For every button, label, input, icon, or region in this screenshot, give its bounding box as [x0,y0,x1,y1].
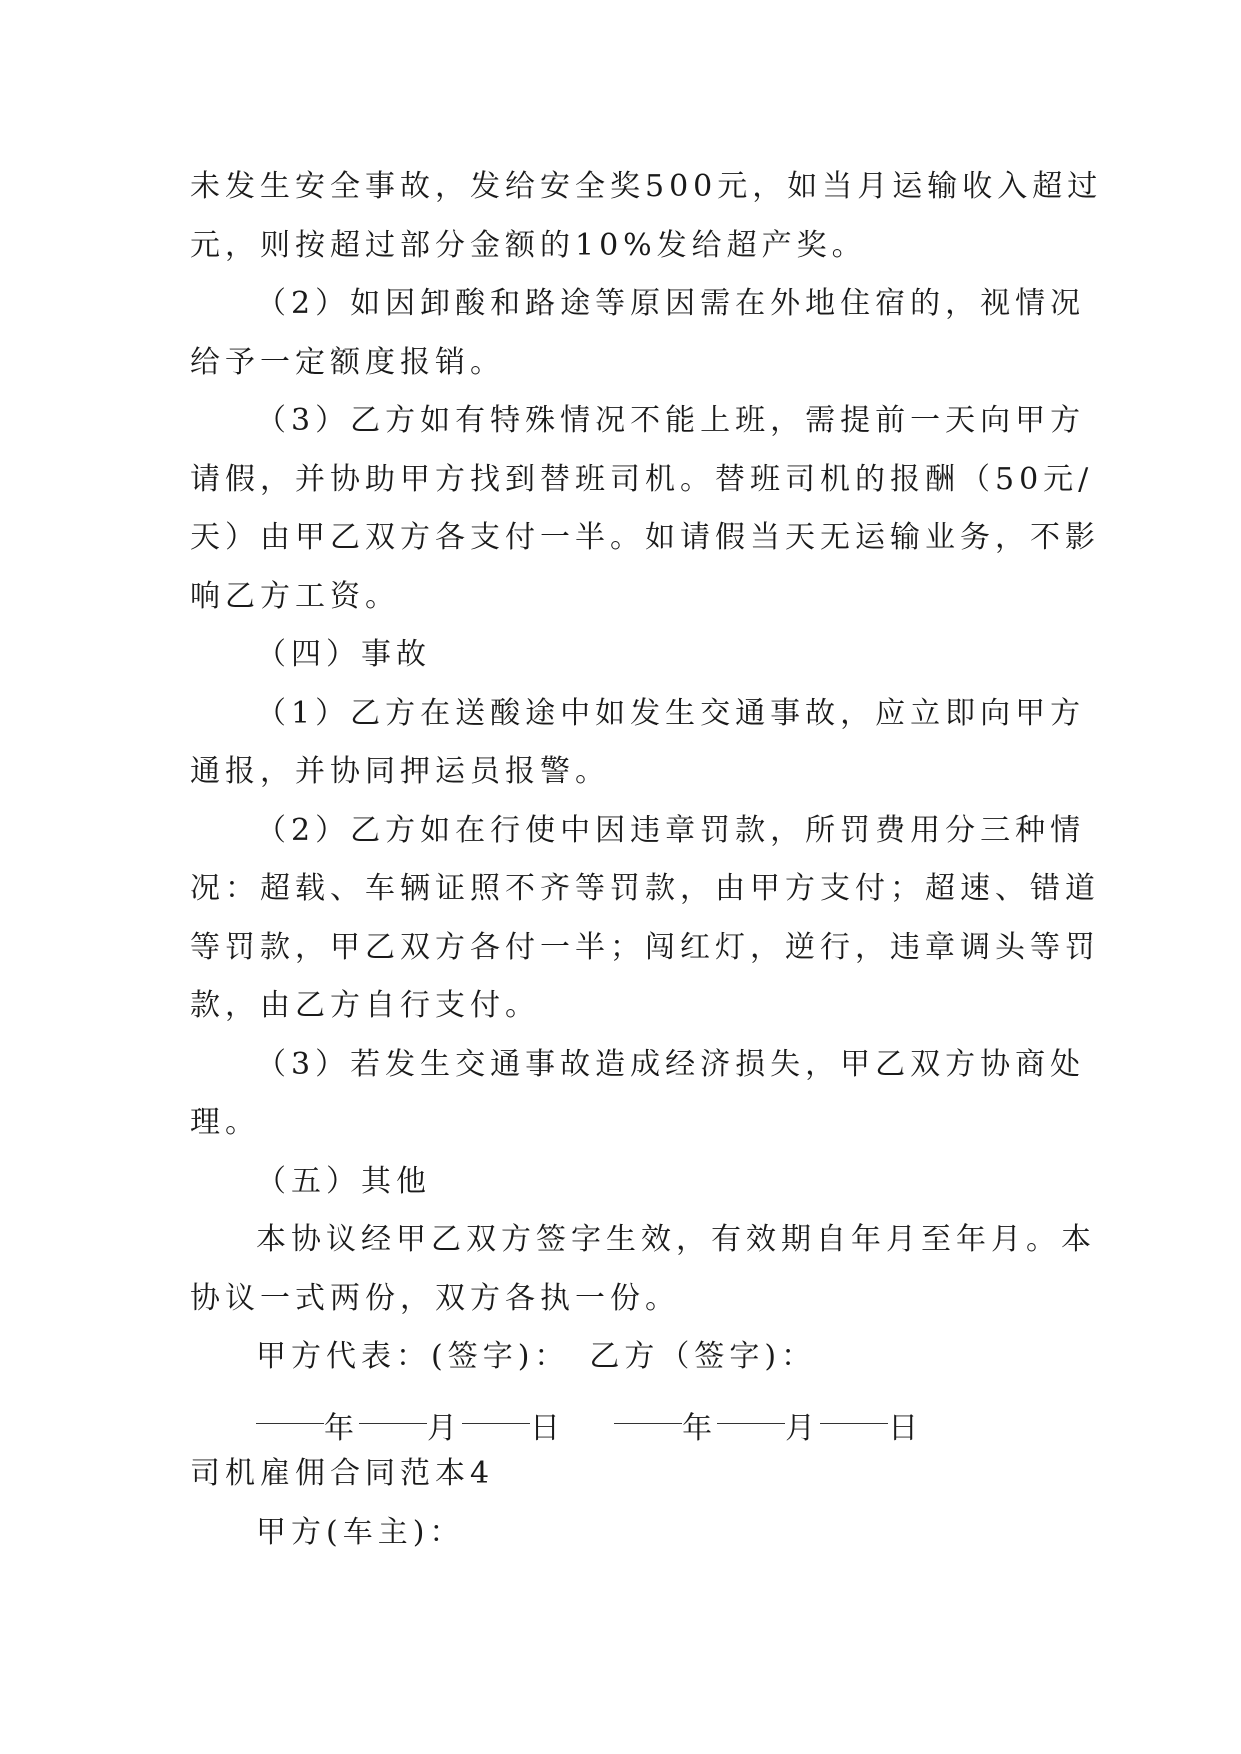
document-title: 司机雇佣合同范本4 [190,1456,495,1491]
section-heading: （五）其他 [256,1163,431,1199]
year-blank [256,1387,324,1424]
text-line: （1）乙方在送酸途中如发生交通事故，应立即向甲方 [256,695,1086,731]
day-label: 日 [888,1410,924,1446]
text-line: 给予一定额度报销。 [190,344,505,380]
text-line: （3）若发生交通事故造成经济损失，甲乙双方协商处 [256,1046,1086,1082]
month-label: 月 [427,1410,462,1446]
month-label: 月 [785,1410,821,1446]
text-line: 协议一式两份，双方各执一份。 [190,1280,680,1316]
text-line: 未发生安全事故，发给安全奖500元，如当月运输收入超过 [190,169,1103,204]
text-line: （3）乙方如有特殊情况不能上班，需提前一天向甲方 [256,403,1086,438]
text-line: （2）如因卸酸和路途等原因需在外地住宿的，视情况 [256,286,1086,321]
year-label: 年 [324,1410,359,1446]
text-line: 请假，并协助甲方找到替班司机。替班司机的报酬（50元/ [190,461,1094,497]
year-label: 年 [682,1410,718,1446]
date-line [190,1387,1050,1446]
signature-line: 甲方代表：(签字)： 乙方（签字)： [256,1339,817,1374]
day-blank [820,1387,888,1424]
month-blank [717,1387,785,1424]
text-line: 款，由乙方自行支付。 [190,988,540,1023]
text-line: 理。 [190,1105,260,1140]
text-line: 响乙方工资。 [190,578,400,614]
day-blank [462,1387,530,1424]
text-line: 况：超载、车辆证照不齐等罚款，由甲方支付；超速、错道 [190,871,1100,906]
day-label: 日 [530,1410,565,1446]
section-heading: （四）事故 [256,637,431,672]
text-line: 通报，并协同押运员报警。 [190,754,610,789]
document-body [190,158,1103,1562]
text-line: 元，则按超过部分金额的10%发给超产奖。 [190,227,867,263]
year-blank [614,1387,682,1424]
party-a-line: 甲方(车主)： [256,1514,465,1550]
text-line: （2）乙方如在行使中因违章罚款，所罚费用分三种情 [256,812,1086,848]
text-line: 本协议经甲乙双方签字生效，有效期自年月至年月。本 [256,1222,1096,1257]
text-line: 等罚款，甲乙双方各付一半；闯红灯，逆行，违章调头等罚 [190,929,1100,965]
text-line: 天）由甲乙双方各支付一半。如请假当天无运输业务，不影 [190,520,1100,555]
month-blank [359,1387,427,1424]
